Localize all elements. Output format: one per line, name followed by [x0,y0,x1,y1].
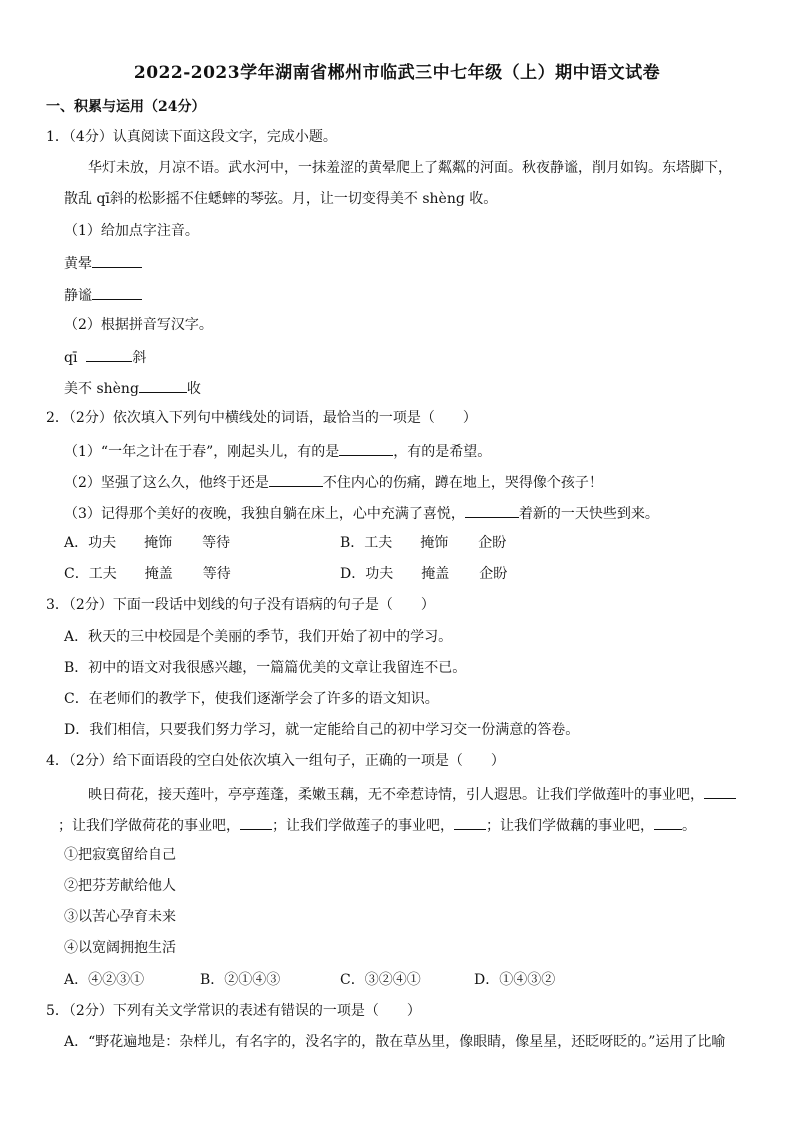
option-word: 掩盖 [144,566,173,582]
option-word: 掩盖 [421,566,450,582]
q2-s1-text: （1）“一年之计在于春”，刚起头儿，有的是 [64,444,340,460]
q1-word-jingmi: 静谧 [64,288,92,304]
q4-option-a[interactable]: A．④②③① [64,972,145,988]
q1-answer-jingmi [64,284,142,306]
q4-option-b[interactable]: B．②①④③ [200,972,281,988]
q4-passage-text: 。 [682,818,696,834]
answer-blank[interactable] [704,783,736,799]
q2-s3-text: （3）记得那个美好的夜晚，我独自躺在床上，心中充满了喜悦， [64,506,465,522]
q5-option-a[interactable]: A．“野花遍地是：杂样儿，有名字的，没名字的，散在草丛里，像眼睛，像星星，还眨呀眨的。”运用了比喻 [64,1034,726,1050]
q4-passage-text: 映日荷花，接天莲叶，亭亭莲蓬，柔嫩玉藕，无不牵惹诗情，引人遐思。让我们学做莲叶的事业吧， [88,787,704,803]
option-word: 等待 [202,535,231,551]
q1-pinyin-qi: qī [64,350,78,366]
q5-stem: 5．（2分）下列有关文学常识的表述有错误的一项是（ ） [46,1003,421,1019]
page-title: 2022-2023学年湖南省郴州市临武三中七年级（上）期中语文试卷 [133,63,661,83]
q4-passage-text: ；让我们学做藕的事业吧， [486,818,654,834]
q1-answer-huangyun [64,252,142,274]
q1-passage-line2: 散乱 qī斜的松影摇不住蟋蟀的琴弦。月，让一切变得美不 shèng 收。 [64,191,498,207]
q2-option-d[interactable] [340,564,507,584]
option-word: B．工夫 [340,535,393,551]
answer-blank[interactable] [139,377,187,393]
q4-item-2: ②把芬芳献给他人 [64,878,176,894]
option-word: 企盼 [479,566,508,582]
q1-passage-line1 [88,158,732,178]
q3-option-d[interactable]: D．我们相信，只要我们努力学习，就一定能给自己的初中学习交一份满意的答卷。 [64,722,580,738]
q2-sentence1 [64,440,491,462]
q4-item-1: ①把寂寞留给自己 [64,847,176,863]
q1-char-xie: 斜 [132,350,147,366]
q4-passage-text: ；让我们学做莲子的事业吧， [272,818,454,834]
q1-answer-sheng [64,377,201,399]
q4-item-4: ④以宽阔拥抱生活 [64,940,176,956]
answer-blank[interactable] [86,346,132,362]
q2-stem: 2．（2分）依次填入下列句中横线处的词语，最恰当的一项是（ ） [46,410,477,426]
q2-option-c[interactable] [64,564,231,584]
q4-passage-text: ；让我们学做荷花的事业吧， [58,818,240,834]
q2-s1-text-end: ，有的是希望。 [393,444,492,460]
answer-blank[interactable] [92,284,142,300]
option-word: 掩饰 [420,535,449,551]
q3-option-a[interactable]: A．秋天的三中校园是个美丽的季节，我们开始了初中的学习。 [64,629,453,645]
q2-s2-text-end: 不住内心的伤痛，蹲在地上，哭得像个孩子！ [322,475,603,491]
answer-blank[interactable] [269,471,323,487]
q1-stem: 1．（4分）认真阅读下面这段文字，完成小题。 [46,129,337,145]
q1-char-shou: 收 [186,381,201,397]
q2-option-a[interactable] [64,533,230,553]
answer-blank[interactable] [339,440,393,456]
q1-passage-text: 华灯未放，月凉不语。武水河中，一抹羞涩的黄晕爬上了粼粼的河面。秋夜静谧，削月如钩。东塔脚下， [88,160,732,176]
q3-option-c[interactable]: C．在老师们的教学下，使我们逐渐学会了许多的语文知识。 [64,691,439,707]
q4-option-c[interactable]: C．③②④① [340,972,421,988]
q1-word-huangyun: 黄晕 [64,256,92,272]
q4-option-d[interactable]: D．①④③② [474,972,556,988]
q2-s2-text: （2）坚强了这么久，他终于还是 [64,475,269,491]
q4-stem: 4．（2分）给下面语段的空白处依次填入一组句子，正确的一项是（ ） [46,753,505,769]
answer-blank[interactable] [454,814,486,830]
option-word: 企盼 [478,535,507,551]
q2-s3-text-end: 着新的一天快些到来。 [518,506,659,522]
q4-passage-line2 [58,814,696,836]
answer-blank[interactable] [240,814,272,830]
q4-item-3: ③以苦心孕育未来 [64,909,176,925]
section-heading: 一、积累与运用（24分） [46,99,206,115]
q4-passage-line1 [88,783,736,805]
answer-blank[interactable] [654,814,682,830]
option-word: 等待 [202,566,231,582]
q1-pinyin-sheng: 美不 shèng [64,381,139,397]
option-word: C．工夫 [64,566,117,582]
q2-option-b[interactable] [340,533,506,553]
q1-answer-qi [64,346,146,368]
q2-sentence3 [64,502,659,524]
q2-sentence2 [64,471,603,493]
answer-blank[interactable] [92,252,142,268]
option-word: D．功夫 [340,566,394,582]
q3-option-b[interactable]: B．初中的语文对我很感兴趣，一篇篇优美的文章让我留连不已。 [64,660,467,676]
answer-blank[interactable] [465,502,519,518]
q3-stem: 3．（2分）下面一段话中划线的句子没有语病的句子是（ ） [46,597,435,613]
option-word: 掩饰 [144,535,173,551]
option-word: A．功夫 [64,535,117,551]
q1-sub1: （1）给加点字注音。 [64,223,199,239]
q1-sub2: （2）根据拼音写汉字。 [64,317,213,333]
